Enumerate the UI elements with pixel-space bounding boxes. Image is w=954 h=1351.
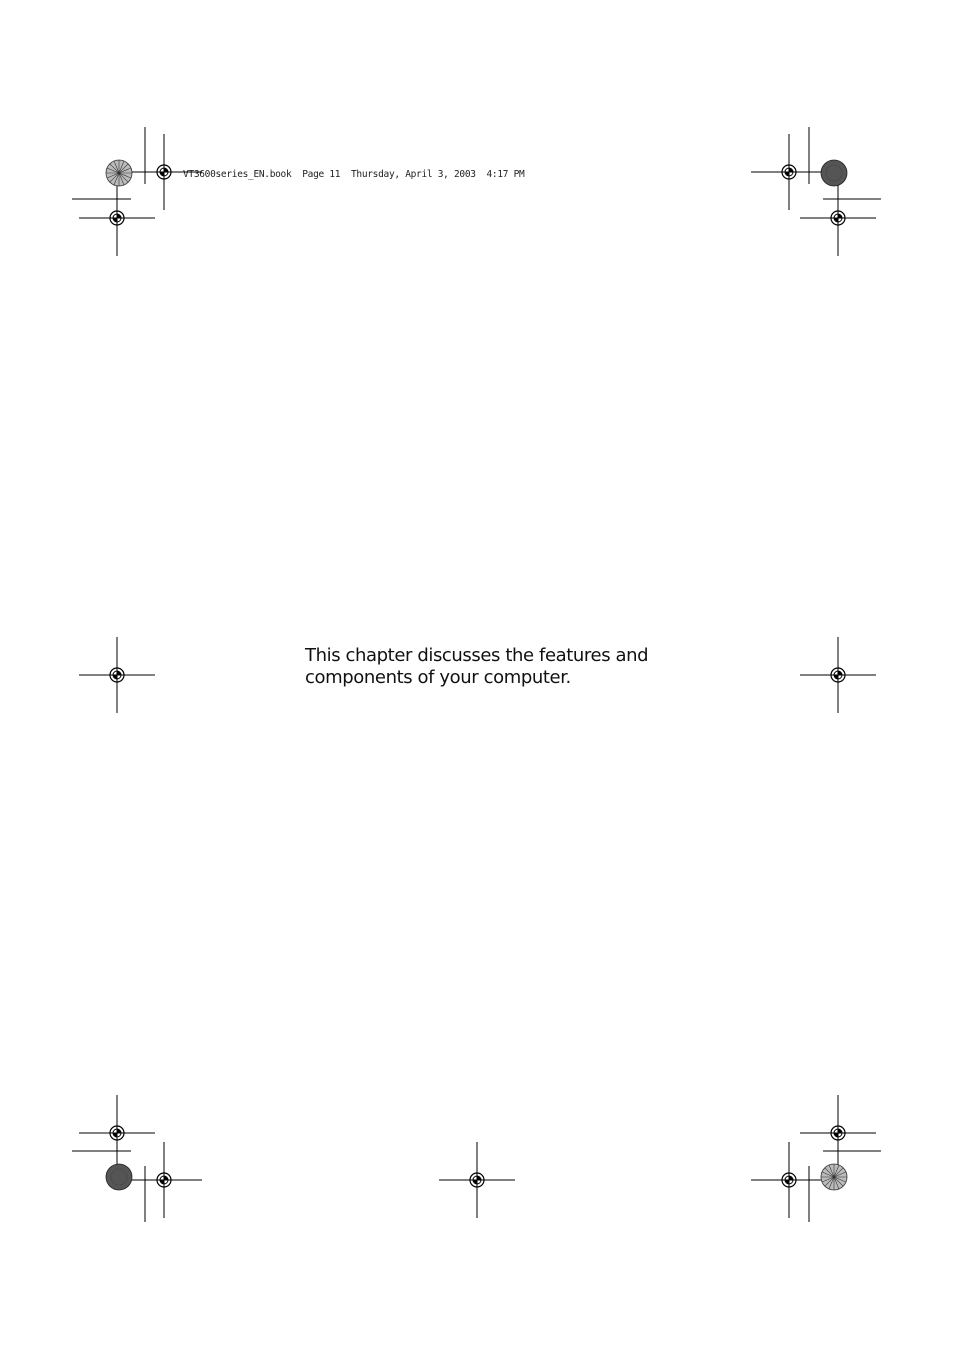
registration-marks — [79, 134, 876, 1218]
color-rosettes — [106, 160, 847, 1190]
chapter-intro-line-2: components of your computer. — [305, 667, 571, 688]
print-slug: VT3600series_EN.book Page 11 Thursday, April 3, 2003 4:17 PM — [183, 169, 525, 180]
crop-lines — [72, 127, 881, 1222]
chapter-intro-line-1: This chapter discusses the features and — [305, 645, 649, 666]
